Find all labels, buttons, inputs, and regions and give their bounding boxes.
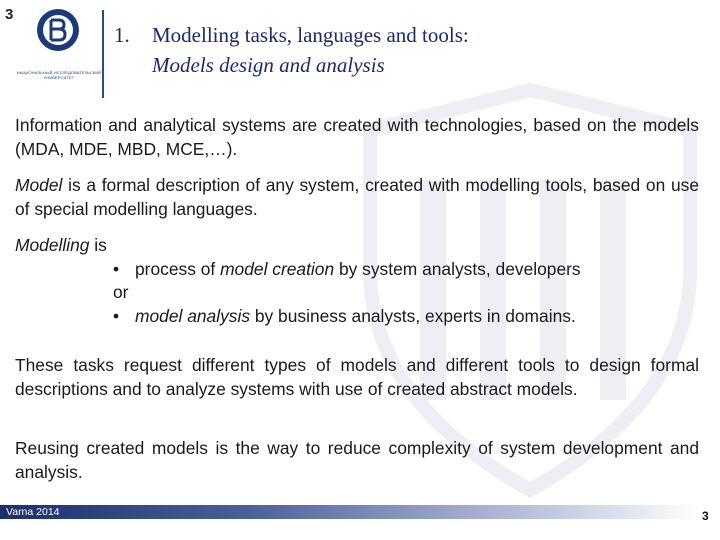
paragraph-modelling [15, 234, 699, 328]
logo-caption: НАЦИОНАЛЬНЫЙ ИССЛЕДОВАТЕЛЬСКИЙ УНИВЕРСИТЕТ [16, 70, 102, 80]
bullet-symbol: • [113, 258, 120, 279]
modelling-is: is [89, 235, 107, 255]
or-connector: or [113, 282, 129, 302]
bullet-model-analysis [15, 305, 699, 329]
bullet-text-post: by business analysts, experts in domains. [250, 305, 576, 326]
model-definition: is a formal description of any system, created with modelling tools, based on use of special modelling languages. [15, 175, 699, 219]
bullet-text-post: by system analysts, developers [334, 258, 581, 279]
bullet-model-creation [15, 258, 699, 282]
term-model-analysis: model analysis [135, 305, 251, 326]
slide-number-bottom: 3 [702, 509, 709, 523]
slide-subtitle: Models design and analysis [152, 53, 385, 77]
bullet-text-pre: process of [135, 258, 221, 279]
slide-title [114, 22, 469, 48]
paragraph-model [15, 174, 699, 221]
modelling-intro [15, 234, 699, 258]
term-model: Model [15, 175, 63, 195]
term-model-creation: model creation [220, 258, 335, 279]
paragraph-systems: Information and analytical systems are created with technologies, based on the models (MDA, MDE, MBD, MCE,…). [15, 115, 699, 159]
footer-bar [0, 505, 700, 519]
slide-number-top: 3 [5, 6, 14, 23]
hse-seal-icon [36, 8, 80, 52]
paragraph-reuse: Reusing created models is the way to reduce complexity of system development and analysis. [15, 438, 699, 482]
bullet-symbol: • [113, 305, 120, 326]
footer-label: Varna 2014 [6, 506, 60, 518]
title-text: Modelling tasks, languages and tools: [152, 23, 469, 47]
paragraph-tasks: These tasks request different types of models and different tools to design formal descriptions and to analyze systems with use of created abstract models. [15, 355, 699, 399]
header-divider [102, 10, 104, 98]
hse-logo [14, 8, 104, 92]
title-number: 1. [114, 23, 130, 47]
term-modelling: Modelling [15, 235, 90, 255]
